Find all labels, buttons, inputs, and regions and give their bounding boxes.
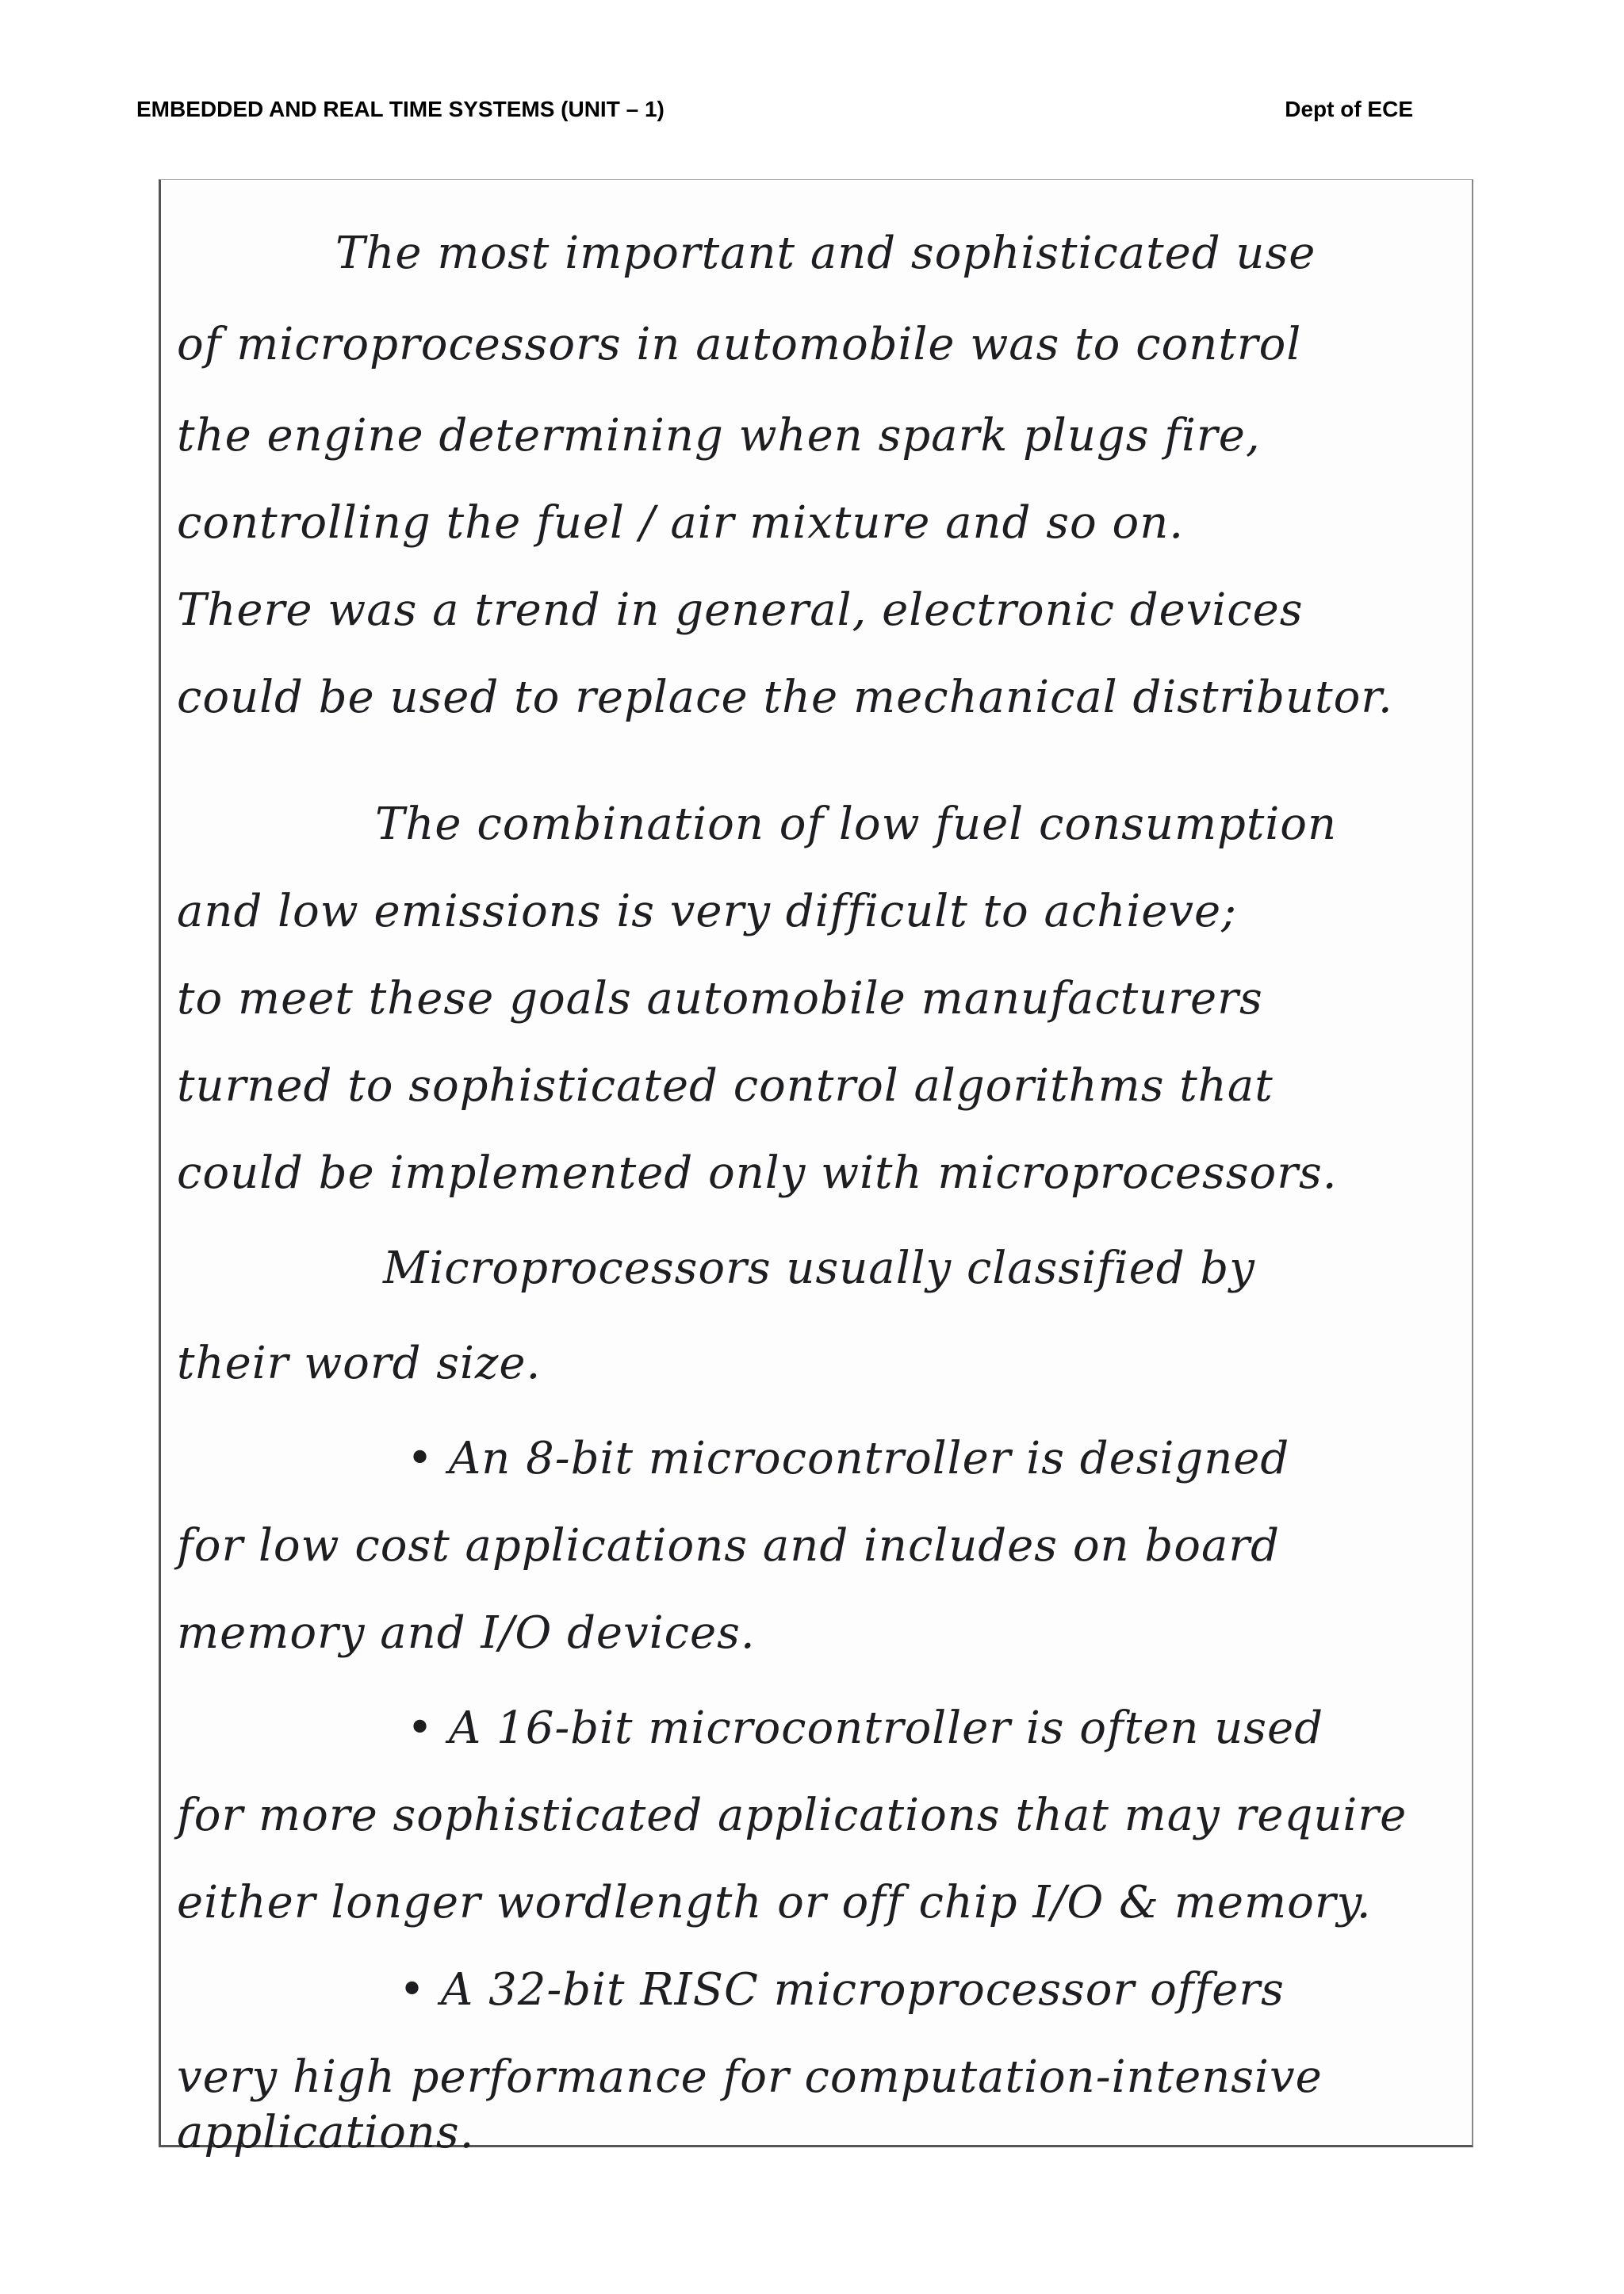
notes-line: for more sophisticated applications that may require	[177, 1790, 1408, 1841]
notes-line: • A 32-bit RISC microprocessor offers	[399, 1964, 1285, 2016]
notes-line: and low emissions is very difficult to achieve;	[177, 886, 1238, 937]
notes-line: of microprocessors in automobile was to control	[177, 319, 1302, 370]
notes-line: The most important and sophisticated use	[335, 228, 1316, 279]
notes-line: • A 16-bit microcontroller is often used	[407, 1702, 1324, 1754]
notes-line: to meet these goals automobile manufacturers	[177, 973, 1263, 1024]
notes-line: memory and I/O devices.	[177, 1607, 756, 1659]
notes-line: very high performance for computation-intensive	[177, 2051, 1323, 2103]
notes-line: could be implemented only with microprocessors.	[177, 1147, 1338, 1199]
notes-line: the engine determining when spark plugs fire,	[177, 410, 1261, 461]
notes-line: for low cost applications and includes on board	[177, 1520, 1280, 1572]
notes-line: could be used to replace the mechanical distributor.	[177, 672, 1393, 723]
notes-line: turned to sophisticated control algorithms that	[177, 1060, 1274, 1112]
notes-line: applications.	[177, 2107, 475, 2158]
notes-line: There was a trend in general, electronic devices	[177, 584, 1304, 636]
department-label: Dept of ECE	[1285, 97, 1413, 121]
notes-line: their word size.	[177, 1338, 542, 1389]
notes-line: either longer wordlength or off chip I/O & memory.	[177, 1877, 1372, 1928]
notes-line: • An 8-bit microcontroller is designed	[407, 1433, 1290, 1484]
notes-line: The combination of low fuel consumption	[375, 798, 1338, 850]
notes-line: Microprocessors usually classified by	[383, 1243, 1255, 1294]
notes-line: controlling the fuel / air mixture and so on.	[177, 497, 1185, 549]
page-header	[136, 97, 1413, 128]
document-title: EMBEDDED AND REAL TIME SYSTEMS (UNIT – 1)	[136, 97, 665, 121]
handwritten-notes-sheet	[159, 179, 1473, 2158]
